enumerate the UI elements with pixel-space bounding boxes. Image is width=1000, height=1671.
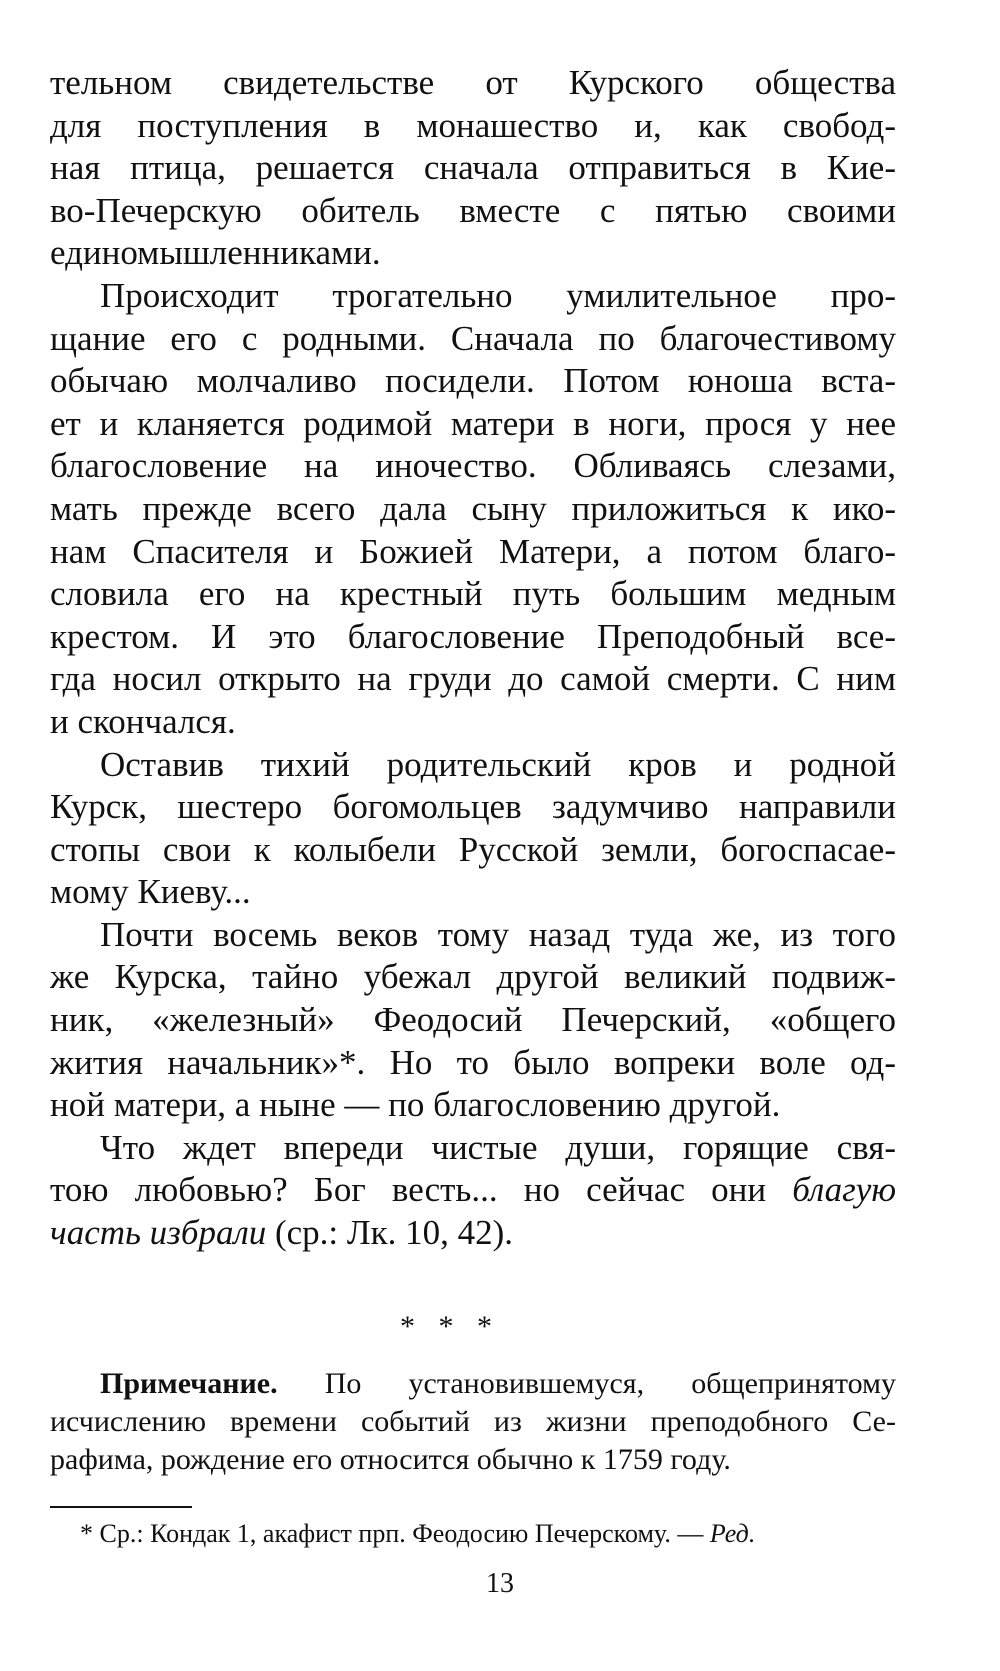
page-number: 13 bbox=[486, 1568, 514, 1599]
footnote-rule bbox=[50, 1506, 192, 1508]
section-separator: * * * bbox=[400, 1310, 500, 1343]
text-line: Оставив тихий родительский кров и родной bbox=[100, 744, 896, 784]
text-line: крестом. И это благословение Преподобный все- bbox=[50, 616, 896, 656]
text-line: Происходит трогательно умилительное про- bbox=[100, 275, 896, 315]
text-line: Курск, шестеро богомольцев задумчиво направили bbox=[50, 787, 896, 827]
text-line: ной матери, а ныне — по благословению другой. bbox=[50, 1085, 781, 1125]
footnote bbox=[80, 1518, 755, 1550]
text-line: щание его с родными. Сначала по благочестивому bbox=[50, 318, 896, 358]
note bbox=[50, 1365, 896, 1479]
text-line: тельном свидетельстве от Курского общества bbox=[50, 63, 896, 102]
text-line: мому Киеву... bbox=[50, 872, 251, 912]
text-line bbox=[50, 1212, 896, 1255]
note-line bbox=[50, 1365, 896, 1403]
text-line: нам Спасителя и Божией Матери, а потом благо- bbox=[50, 531, 896, 571]
note-line: исчислению времени событий из жизни преподобного Се- bbox=[50, 1405, 896, 1438]
main-text bbox=[50, 62, 896, 1255]
text-line: и скончался. bbox=[50, 701, 236, 741]
text-line: ная птица, решается сначала отправиться в Кие- bbox=[50, 148, 896, 188]
text-line: обычаю молчаливо посидели. Потом юноша вста- bbox=[50, 361, 896, 401]
text-line: благословение на иночество. Обливаясь слезами, bbox=[50, 446, 896, 486]
text-line: стопы свои к колыбели Русской земли, богоспасае- bbox=[50, 829, 896, 869]
italic-fragment: благую bbox=[792, 1170, 897, 1210]
text-line: единомышленниками. bbox=[50, 233, 381, 273]
italic-fragment: часть избрали bbox=[50, 1213, 267, 1253]
text-line: во-Печерскую обитель вместе с пятью своими bbox=[50, 190, 896, 230]
text-line: ет и кланяется родимой матери в ноги, прося у нее bbox=[50, 403, 896, 443]
text-line bbox=[50, 1169, 896, 1212]
footnote-italic: Ред. bbox=[709, 1519, 756, 1548]
text-line: ник, «железный» Феодосий Печерский, «общего bbox=[50, 1000, 896, 1040]
text-line: жития начальник»*. Но то было вопреки воле од- bbox=[50, 1042, 896, 1082]
footnote-text: * Ср.: Кондак 1, акафист прп. Феодосию Печерскому. — bbox=[80, 1519, 710, 1548]
text-line: словила его на крестный путь большим медным bbox=[50, 574, 896, 614]
text-line: гда носил открыто на груди до самой смерти. С ним bbox=[50, 659, 896, 699]
text-line: Что ждет впереди чистые души, горящие свя- bbox=[100, 1127, 896, 1167]
text-fragment: (ср.: Лк. 10, 42). bbox=[266, 1213, 514, 1253]
text-line: мать прежде всего дала сыну приложиться к ико- bbox=[50, 488, 896, 528]
note-line: рафима, рождение его относится обычно к 1759 году. bbox=[50, 1443, 731, 1476]
note-label: Примечание. bbox=[100, 1367, 278, 1400]
text-fragment: По установившемуся, общепринятому bbox=[277, 1367, 896, 1400]
text-line: для поступления в монашество и, как свобод- bbox=[50, 105, 896, 145]
text-fragment: тою любовью? Бог весть... но сейчас они bbox=[50, 1170, 767, 1210]
text-line: Почти восемь веков тому назад туда же, из того bbox=[100, 914, 896, 954]
text-line: же Курска, тайно убежал другой великий подвиж- bbox=[50, 957, 896, 997]
